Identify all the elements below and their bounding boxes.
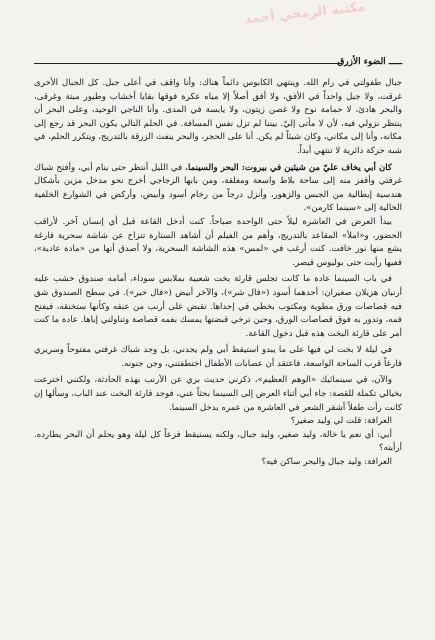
paragraph: في باب السينما عادة ما كانت تجلس قارئة بخت شعبية بملابس سوداء، أمامه صندوق خشب عليه أرنبان هزيلان صغيران: أحدهما أسود («فال شر»)، والآخر أبيض («فال خير»). في سطح الصندوق شق فيه قصاصات ورق مطوية ومكتوب بخطي في إحداها. تقبض على أرنب من عنقه وكأنها ستخنقه، فيفتح فمه، وتدور به فوق قصاصات الورق، وحين ترخي قبضتها يمسك بفمه قصاصة وتناولني إياها. عادة ما كنت أمر على قارئة البخت هذه قبل دخول القاعة. (34, 274, 402, 339)
paragraph: بيدأ العرض في العاشرة ليلاً حتى الواحدة صباحاً. كنت أدخل القاعة قبل أي إنسان آخر. لأراقب الحضور، و«املأ» المقاعد بالتدريج، وأهم من الفيلم أن أشاهد الستارة تنزاح عن شاشة سحرية فارغة يشع منها نور خافت. كنت أرغب في «لمس» هذه الشاشة السحرية، ولا أصدق أنها من «مادة عادية»، ففيها رأيت حتى بوليوس قيصر. (34, 216, 402, 268)
dialogue-line: العرافة: قلت لي وليد صغير؟ (290, 416, 392, 427)
paragraph: جبال طفولتي في رام الله. وينتهي الكابوس دائماً هناك: وأنا واقف في أعلى جبل. كل الجبال الأخرى غرقت، ولا جبل واحداً في الأفق، ولا أفق أصلاً إلا مياه عكرة فوقها بقايا أخشاب وطيور ميتة وغرقى، والبحر هادئ، لا حمامة نوح ولا غصن زيتون، ولا يابسة في المدى. وأنا الناجي الوحيد، وعلى البحر أن ينتظر نزولي فيه، لأن لا مأتى إليّ. بيننا لم تزل نفس المسافة. في الحلم التالي يكون البحر قد رجع إلى مكانه، وأنا إلى مكاني، وكان شيئاً لم يكن. أنا على الحجر، والبحر ينفث الزرقة بالتدريج، ويتكرر الحلم، في شبه حركة دائرية لا تنتهي أبداً. (34, 78, 402, 156)
dialogue-line: أبي: أي نعم يا خالة، وليد صغير، وليد جبال، ولكنه يستيقظ فزعاً كل ليلة وهو يحلم أن البحر يطارده. أرأيته؟ (34, 429, 402, 454)
running-title: ـــــ الضوء الأزرق (337, 57, 402, 67)
paragraph-text: في الليل أنتظر حتى ينام أبي، وأفتح شباك غرفتي وأقفز منه إلى ساحة بلاط واسعة ومغلقة، ومن بابها الزجاجي أخرج نحو مدخل مزين بأشكال هندسية إيطالية من الجبس والزهور، وأنزل درجاً من رخام أسود وأبيض، وأركض في الشوارع الخلفية الخالية إلى «سينما كارمن». (34, 162, 402, 214)
paragraph: والآن، في سينمائيك «الوهم العظيم»، ذكرني حديث بري عن الأرنب بهذه الحادثة، ولكنني اخترعت بخيالي تكملة للقصة: جاء أبي أثناء العرض إلى السينما بحثاً عني، فوجد قارئة البخت عند الباب، وسألها إن كانت رأت طفلاً أشقر الشعر في العاشرة من عمره يدخل السينما. (34, 375, 402, 413)
paragraph (34, 162, 402, 216)
bold-phrase: كان أبي يخاف عليّ من شيئين في بيروت: البحر والسينما. (185, 162, 393, 173)
running-head (34, 56, 402, 68)
header-rule (34, 63, 342, 64)
body-text (34, 77, 402, 470)
dialogue-line: العرافة: وليد جبال والبحر ساكن فيه؟ (261, 457, 392, 468)
watermark: مكتبة الرمحي أحمد (243, 0, 367, 28)
paragraph: في ليلة لا بخت لي فيها على ما يبدو استيقظ أبي ولم يجدني، بل وجد شباك غرفتي مفتوحاً وسريري فارغاً قرب الساحة الواسعة، فاعتقد أن عصابات الأطفال اختطفتني، وجن جنونه. (34, 345, 402, 369)
